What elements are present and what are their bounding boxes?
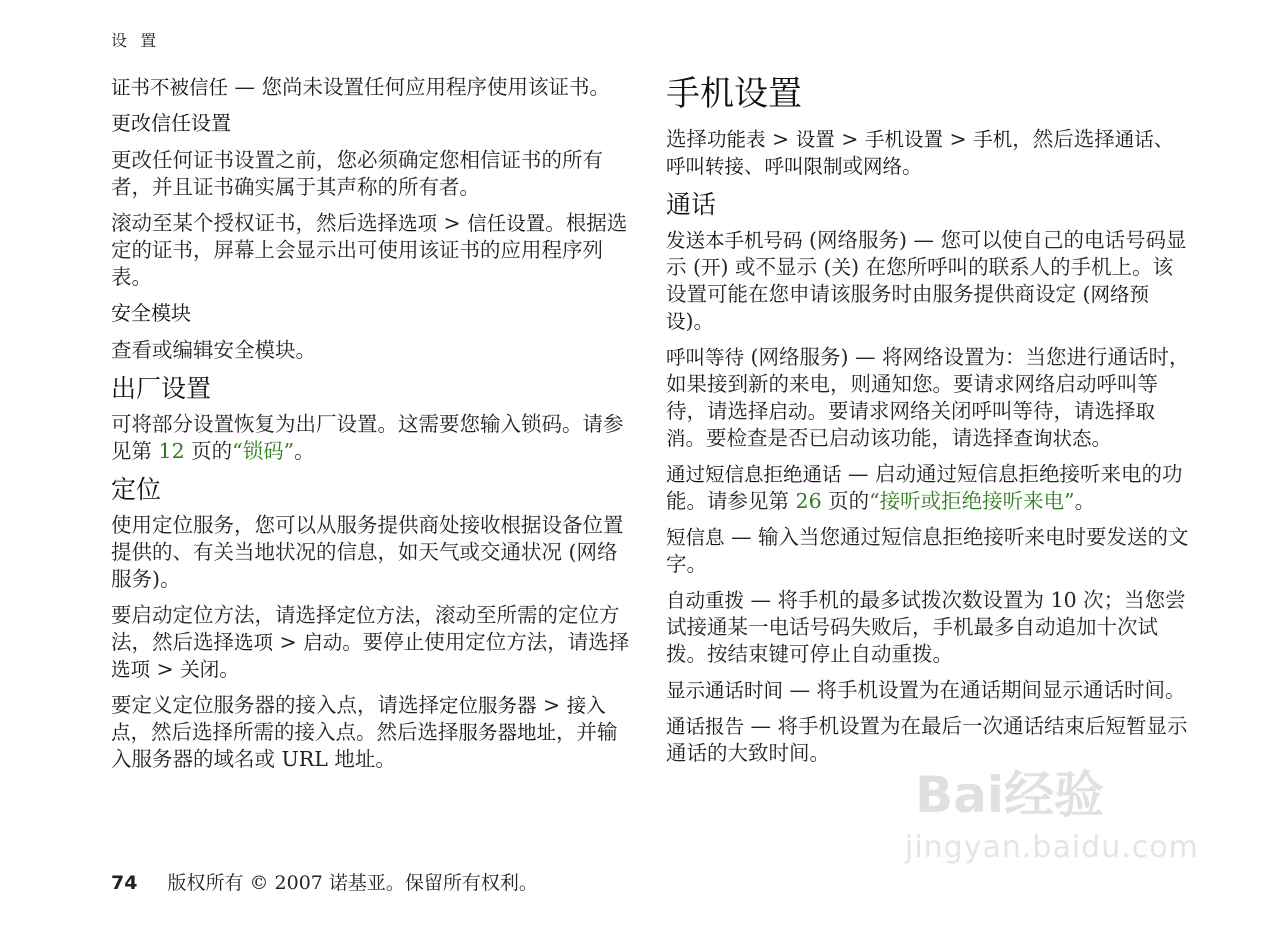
- link-answer-reject-call[interactable]: “接听或拒绝接听来电”: [869, 489, 1075, 513]
- sms-text-paragraph: 短信息 — 输入当您通过短信息拒绝接听来电时要发送的文字。: [666, 525, 1189, 576]
- location-server-paragraph: 要定义定位服务器的接入点，请选择定位服务器 > 接入点，然后选择所需的接入点。然后选择服务器地址，并输入服务器的域名或 URL 地址。: [111, 693, 618, 771]
- heading-change-trust: 更改信任设置: [111, 111, 231, 135]
- location-paragraph: 使用定位服务，您可以从服务提供商处接收根据设备位置提供的、有关当地状况的信息，如天气或交通状况 (网络服务)。: [111, 513, 624, 591]
- show-call-time-paragraph: 显示通话时间 — 将手机设置为在通话期间显示通话时间。: [666, 678, 1186, 702]
- page-number: 74: [111, 872, 138, 894]
- heading-phone-settings: 手机设置: [666, 74, 802, 114]
- heading-security-module: 安全模块: [111, 301, 191, 325]
- copyright-text: 版权所有 © 2007 诺基亚。保留所有权利。: [167, 872, 538, 894]
- link-lock-code[interactable]: “锁码”: [232, 439, 295, 463]
- page-ref-12[interactable]: 12: [158, 439, 185, 463]
- right-column: [666, 74, 1191, 776]
- send-my-number-paragraph: 发送本手机号码 (网络服务) — 您可以使自己的电话号码显示 (开) 或不显示 (关) 在您所呼叫的联系人的手机上。该设置可能在您申请该服务时由服务提供商设定 (网络预设)。: [666, 228, 1187, 333]
- heading-location: 定位: [111, 475, 162, 504]
- location-method-paragraph: 要启动定位方法，请选择定位方法，滚动至所需的定位方法，然后选择选项 > 启动。要停止使用定位方法，请选择选项 > 关闭。: [111, 603, 630, 681]
- term-untrusted-cert: 证书不被信任: [111, 76, 229, 99]
- auto-redial-paragraph: 自动重拨 — 将手机的最多试拨次数设置为 10 次；当您尝试接通某一电话号码失败后，手机最多自动追加十次试拨。按结束键可停止自动重拨。: [666, 588, 1186, 666]
- factory-settings-paragraph: 可将部分设置恢复为出厂设置。这需要您输入锁码。请参见第 12 页的“锁码”。: [111, 412, 624, 463]
- untrusted-cert-paragraph: 证书不被信任 — 您尚未设置任何应用程序使用该证书。: [111, 75, 611, 99]
- security-module-paragraph: 查看或编辑安全模块。: [111, 338, 316, 362]
- page-ref-26[interactable]: 26: [795, 489, 822, 513]
- phone-settings-paragraph: 选择功能表 > 设置 > 手机设置 > 手机，然后选择通话、呼叫转接、呼叫限制或网络。: [666, 127, 1175, 178]
- change-trust-paragraph: 更改任何证书设置之前，您必须确定您相信证书的所有者，并且证书确实属于其声称的所有者。: [111, 148, 603, 199]
- reject-call-sms-paragraph: 通过短信息拒绝通话 — 启动通过短信息拒绝接听来电的功能。请参见第 26 页的“接听或拒绝接听来电”。: [666, 462, 1183, 513]
- page-footer: [111, 868, 538, 895]
- heading-call: 通话: [666, 190, 717, 219]
- heading-factory-settings: 出厂设置: [111, 374, 212, 403]
- call-summary-paragraph: 通话报告 — 将手机设置为在最后一次通话结束后短暂显示通话的大致时间。: [666, 714, 1188, 765]
- left-column: [111, 74, 631, 782]
- watermark-url: jingyan.baidu.com: [905, 830, 1199, 865]
- call-waiting-paragraph: 呼叫等待 (网络服务) — 将网络设置为：当您进行通话时，如果接到新的来电，则通知您。要请求网络启动呼叫等待，请选择启动。要请求网络关闭呼叫等待，请选择取消。要检查是否已启动该功能，请选择查询状态。: [666, 345, 1190, 450]
- scroll-cert-paragraph: 滚动至某个授权证书，然后选择选项 > 信任设置。根据选定的证书，屏幕上会显示出可使用该证书的应用程序列表。: [111, 211, 628, 289]
- baidu-logo-icon: Bai经验: [915, 766, 1104, 824]
- section-label: 设 置: [111, 31, 161, 50]
